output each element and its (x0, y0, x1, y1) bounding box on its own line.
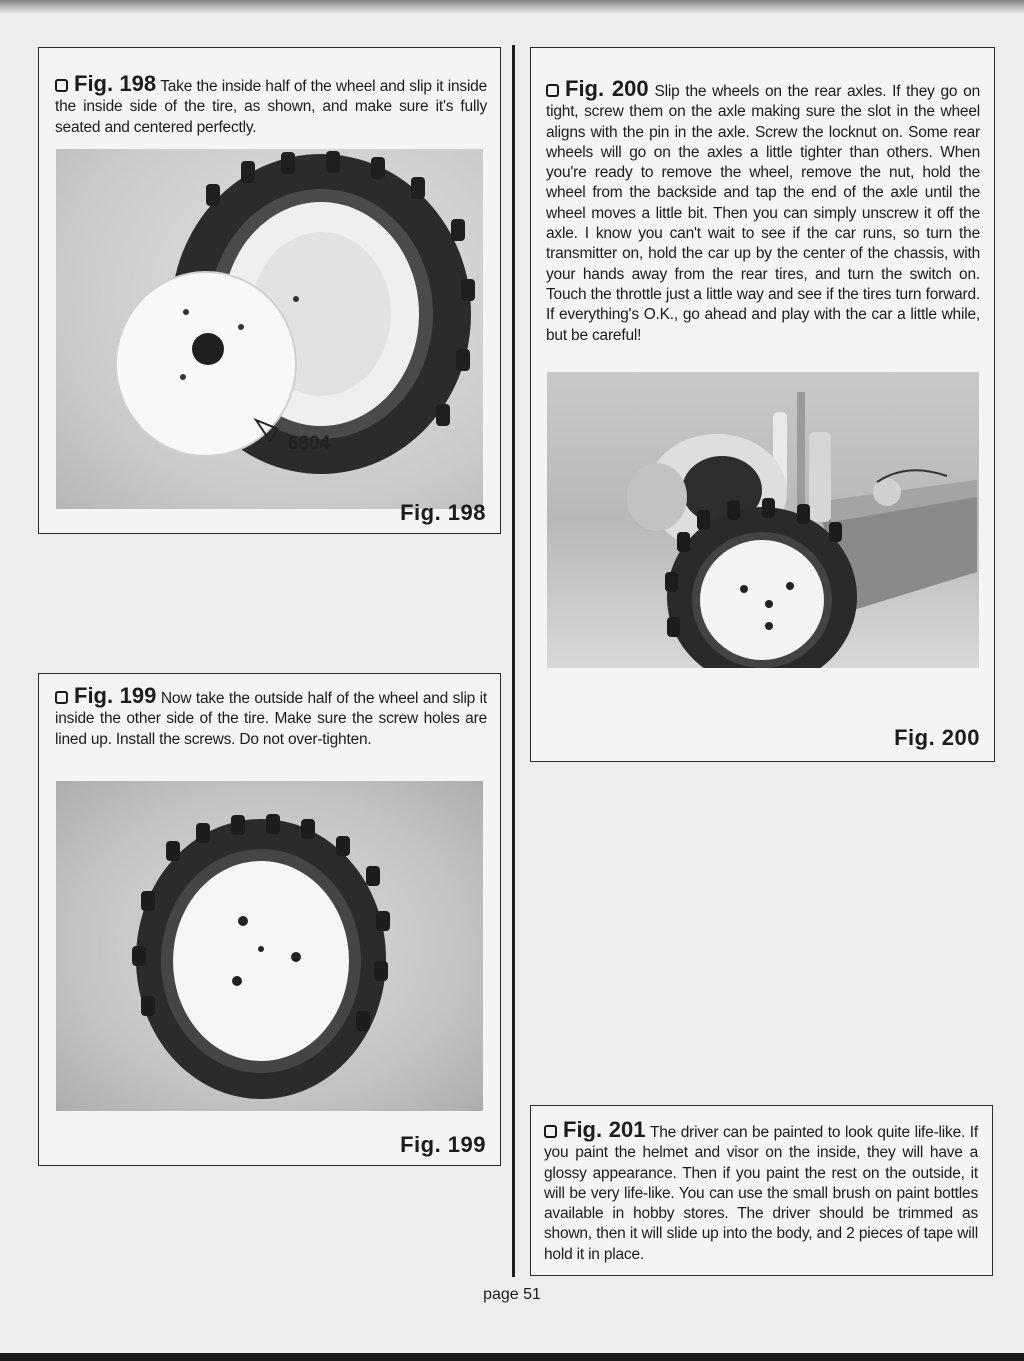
fig-200-lead: Fig. 200 (565, 76, 649, 101)
fig-200-text: Slip the wheels on the rear axles. If they go on tight, screw them on the axle making sure the slot in the wheel aligns with the pin in the axle. Screw the locknut on. Some rear wheels will go on the axles a little tighter than others. When you're ready to remove the wheel, remove the nut, hold the wheel from the backside and tap the end of the axle until the wheel moves a little bit. Then you can simply unscrew it off the axle. I know you can't wait to see if the car runs, so turn the transmitter on, hold the car up by the center of the chassis, with your hands away from the rear tires, and turn the switch on. Touch the throttle just a little way and see if the tires turn forward. If everything's O.K., go ahead and play with the car a little while, but be careful! (546, 83, 980, 344)
fig-199-text: Now take the outside half of the wheel and slip it inside the other side of the tire. Make sure the screw holes are lined up. Install the screws. Do not over-tighten. (55, 690, 487, 748)
scan-edge-top (0, 0, 1024, 14)
fig-200-photo (547, 372, 979, 668)
fig-201-checkbox[interactable] (544, 1125, 557, 1138)
fig-201-text: The driver can be painted to look quite life-like. If you paint the helmet and visor on the inside, they will have a glossy appearance. Then if you paint the rest on the outside, it will be very life-like. You can use the small brush on paint bottles available in hobby stores. The driver should be trimmed as shown, then it will slide up into the body, and 2 pieces of tape will hold it in place. (544, 1124, 979, 1263)
page-number: page 51 (483, 1286, 541, 1303)
part-number-label: 6804 (288, 433, 331, 454)
fig-200-instructions (546, 76, 980, 346)
fig-198-callout (56, 149, 483, 509)
fig-199-panel (38, 673, 501, 1166)
fig-200-panel (530, 47, 995, 762)
fig-198-text: Take the inside half of the wheel and slip it inside the inside side of the tire, as shown, and make sure it's fully seated and centered perfectly. (55, 78, 488, 136)
rear-wheel-on-car-illustration (547, 372, 979, 668)
fig-198-instructions (55, 71, 488, 138)
fig-201-panel (530, 1105, 993, 1276)
fig-201-instructions (544, 1117, 979, 1265)
fig-201-lead: Fig. 201 (563, 1117, 646, 1142)
fig-198-caption: Fig. 198 (400, 500, 486, 525)
column-divider (512, 45, 515, 1277)
fig-199-checkbox[interactable] (55, 691, 68, 704)
assembled-wheel-illustration (56, 781, 483, 1111)
fig-199-photo (56, 781, 483, 1111)
fig-200-caption: Fig. 200 (894, 725, 980, 750)
fig-199-instructions (55, 683, 487, 750)
fig-198-panel (38, 47, 501, 534)
fig-198-checkbox[interactable] (55, 79, 68, 92)
fig-199-lead: Fig. 199 (74, 683, 157, 708)
scan-edge-bottom (0, 1353, 1024, 1361)
fig-200-checkbox[interactable] (546, 84, 559, 97)
fig-198-lead: Fig. 198 (74, 71, 157, 96)
fig-199-caption: Fig. 199 (400, 1132, 486, 1157)
